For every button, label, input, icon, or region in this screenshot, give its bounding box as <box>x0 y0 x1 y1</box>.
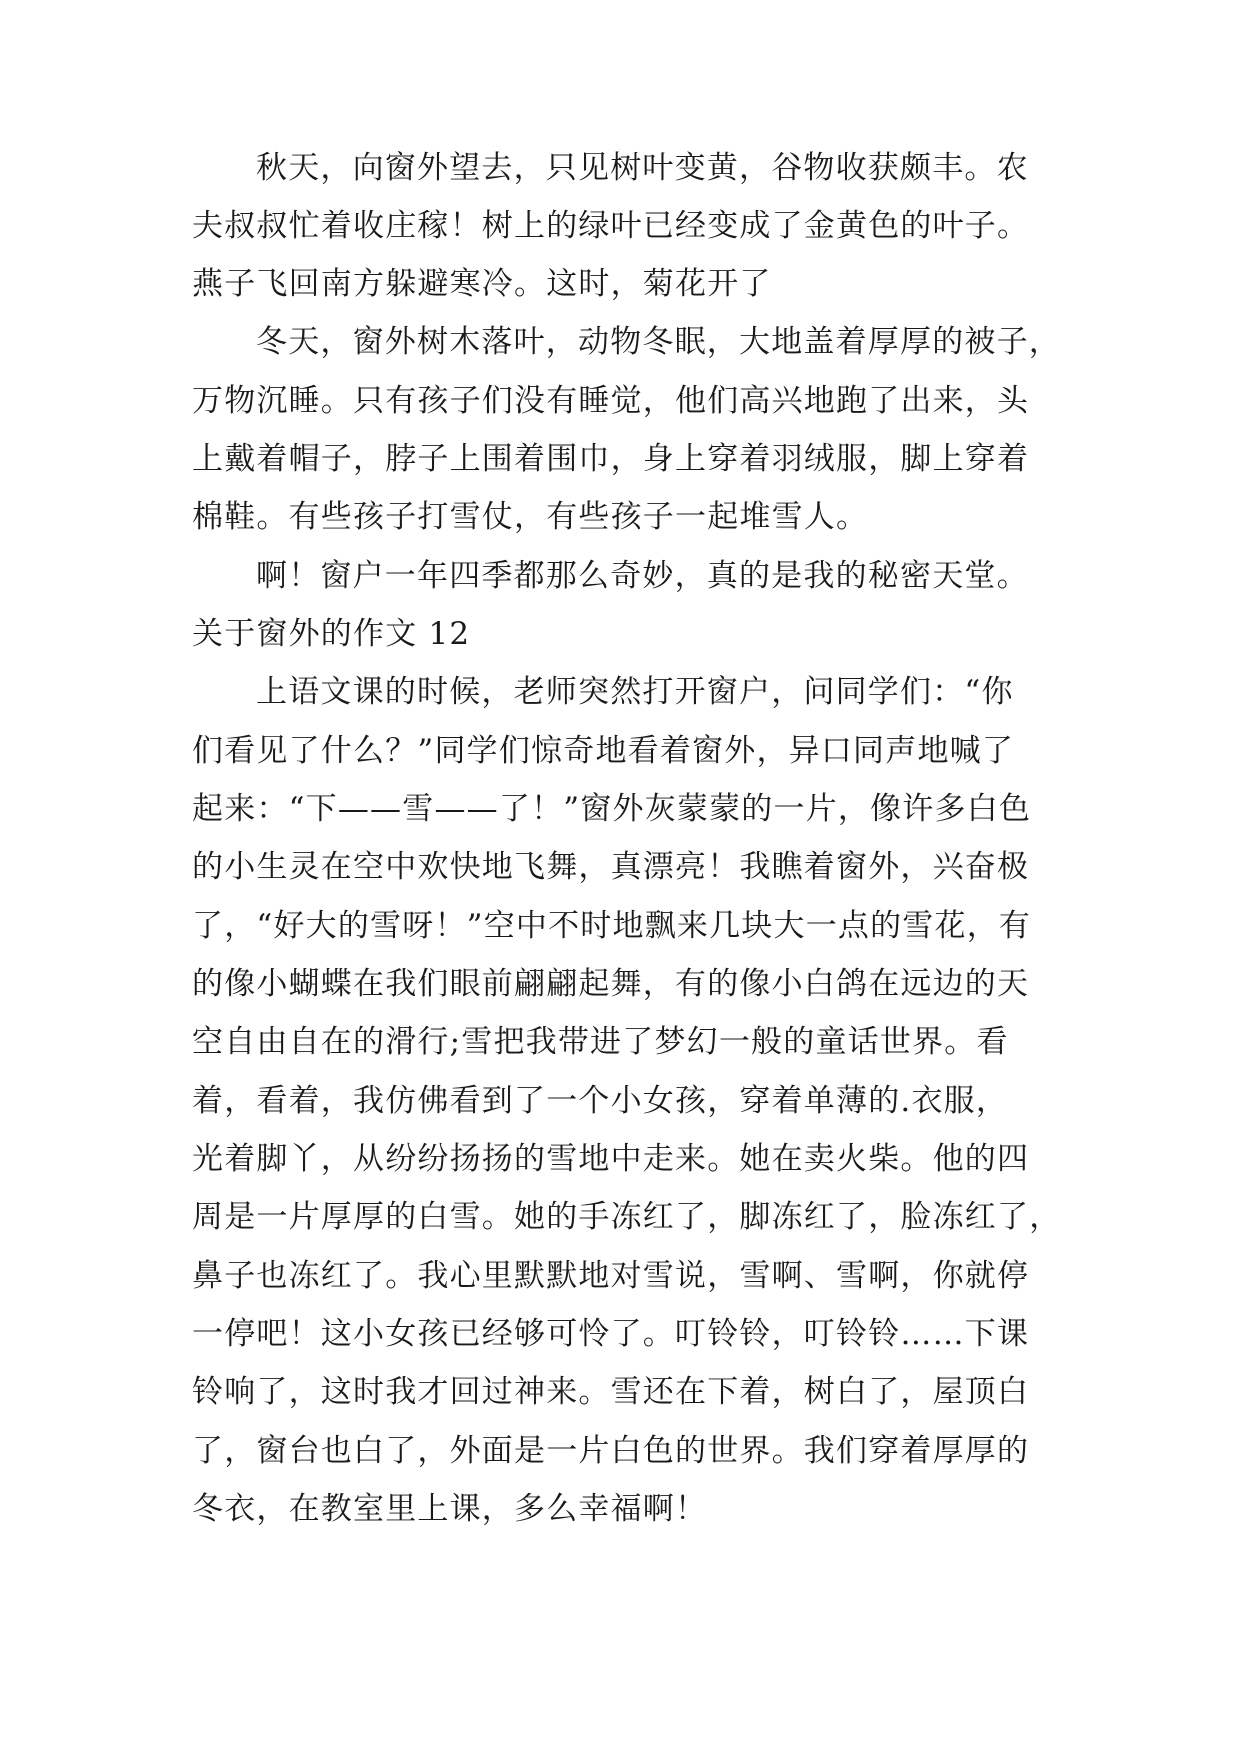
text-line: 铃响了，这时我才回过神来。雪还在下着，树白了，屋顶白 <box>192 1374 1030 1410</box>
text-line: 空自由自在的滑行;雪把我带进了梦幻一般的童话世界。看 <box>192 1024 1009 1060</box>
text-line: 着，看着，我仿佛看到了一个小女孩，穿着单薄的.衣服， <box>192 1083 1009 1119</box>
text-line: 万物沉睡。只有孩子们没有睡觉，他们高兴地跑了出来，头 <box>192 383 1030 419</box>
text-line: 燕子飞回南方躲避寒冷。这时，菊花开了 <box>192 266 772 302</box>
section-heading: 关于窗外的作文 12 <box>192 616 471 652</box>
text-line: 上语文课的时候，老师突然打开窗户，问同学们：“你 <box>256 674 1014 710</box>
text-line: 了，窗台也白了，外面是一片白色的世界。我们穿着厚厚的 <box>192 1433 1030 1469</box>
text-line: 起来：“下——雪——了！”窗外灰蒙蒙的一片，像许多白色 <box>192 791 1032 827</box>
text-line: 鼻子也冻红了。我心里默默地对雪说，雪啊、雪啊，你就停 <box>192 1258 1030 1294</box>
text-line: 冬衣，在教室里上课，多么幸福啊！ <box>192 1491 708 1527</box>
text-line: 上戴着帽子，脖子上围着围巾，身上穿着羽绒服，脚上穿着 <box>192 441 1030 477</box>
text-line: 秋天，向窗外望去，只见树叶变黄，谷物收获颇丰。农 <box>256 150 1029 186</box>
text-line: 棉鞋。有些孩子打雪仗，有些孩子一起堆雪人。 <box>192 499 869 535</box>
text-line: 周是一片厚厚的白雪。她的手冻红了，脚冻红了，脸冻红了， <box>192 1199 1062 1235</box>
text-line: 夫叔叔忙着收庄稼！树上的绿叶已经变成了金黄色的叶子。 <box>192 208 1030 244</box>
text-line: 啊！窗户一年四季都那么奇妙，真的是我的秘密天堂。 <box>256 558 1029 594</box>
text-line: 光着脚丫，从纷纷扬扬的雪地中走来。她在卖火柴。他的四 <box>192 1141 1030 1177</box>
text-line: 们看见了什么？”同学们惊奇地看着窗外，异口同声地喊了 <box>192 733 1015 769</box>
text-line: 一停吧！这小女孩已经够可怜了。叮铃铃，叮铃铃……下课 <box>192 1316 1030 1352</box>
text-line: 冬天，窗外树木落叶，动物冬眠，大地盖着厚厚的被子， <box>256 324 1061 360</box>
text-line: 的像小蝴蝶在我们眼前翩翩起舞，有的像小白鸽在远边的天 <box>192 966 1030 1002</box>
text-line: 的小生灵在空中欢快地飞舞，真漂亮！我瞧着窗外，兴奋极 <box>192 849 1030 885</box>
text-line: 了，“好大的雪呀！”空中不时地飘来几块大一点的雪花，有 <box>192 908 1032 944</box>
